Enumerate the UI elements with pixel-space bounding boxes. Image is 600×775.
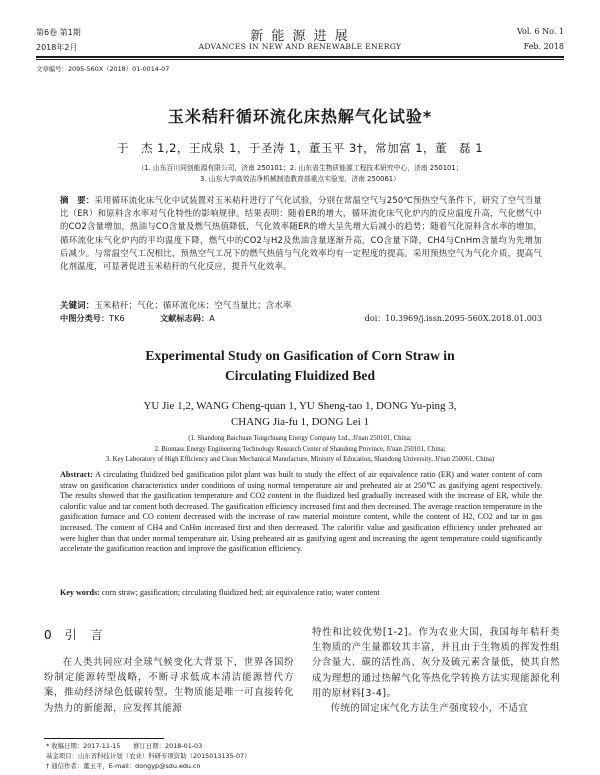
abstract-en-label: Abstract:: [60, 470, 93, 479]
keywords-cn-label: 关键词：: [60, 300, 95, 310]
affiliation-cn-line: （1. 山东百川同创能源有限公司，济南 250101；2. 山东省生物质能源工程技术研究中心，济南 250101；: [137, 164, 463, 172]
date-en: Feb. 2018: [523, 42, 564, 51]
abstract-cn: [60, 194, 542, 273]
body-right-paragraph: 传统的固定床气化方法生产强度较小，不适宜: [330, 703, 529, 715]
affiliation-en-line: (1. Shandong Baichuan Tongchuang Energy Company Ltd., Ji'nan 250101, China;: [188, 435, 412, 442]
volume-en: Vol. 6 No. 1: [517, 27, 564, 36]
journal-title-en: ADVANCES IN NEW AND RENEWABLE ENERGY: [198, 42, 402, 51]
abstract-en: [60, 470, 542, 555]
doc-code: A: [209, 313, 215, 323]
header-rule-thick: [36, 56, 564, 58]
footnotes: [46, 741, 250, 771]
doi: doi：10.3969/j.issn.2095-560X.2018.01.003: [364, 314, 542, 323]
footnote-received: * 收稿日期：2017-11-15 修订日期：2018-01-03: [46, 742, 203, 750]
affiliation-en-line: 3. Key Laboratory of High Efficiency and Clean Mechanical Manufacture, Ministry of Education, Shandong University, Ji'nan 250061, China): [105, 456, 495, 463]
affiliations-en: [0, 434, 600, 466]
abstract-cn-label: 摘 要：: [60, 195, 95, 205]
header-rule-thin: [36, 59, 564, 60]
classification-row: [60, 313, 215, 324]
affiliation-cn-line: 3. 山东大学高效洁净机械制造教育部重点实验室，济南 250061）: [200, 174, 400, 183]
body-right-paragraph: 特性和比较优势[1-2]。作为农业大国，我国每年秸秆类生物质的产生量都较其丰富，并且由于生物质的挥发性组分含量大、碳的活性高、灰分及硫元素含量低，使其自然成为理想的通过热解气化等热化学转换方法实现能源化利用的原材料[3-4]。: [312, 627, 560, 699]
clc-code: TK6: [109, 313, 125, 323]
title-en: [0, 346, 600, 386]
title-en-line: Experimental Study on Gasification of Corn Straw in: [145, 348, 455, 363]
affiliation-en-line: 2. Biomass Energy Engineering Technology Research Center of Shandong Province, Ji'nan 250101, China;: [154, 445, 446, 453]
doc-code-label: 文献标志码：: [159, 313, 210, 323]
section-title: 引 言: [64, 628, 104, 642]
issue-date-cn: 2018年2月: [36, 43, 78, 52]
authors-en-line: YU Jie 1,2, WANG Cheng-quan 1, YU Sheng-tao 1, DONG Yu-ping 3,: [143, 400, 457, 412]
footnote-funding: 基金项目：山东省科技计划（农业）科研专项资助（2015013135-07）: [46, 752, 251, 760]
abstract-en-text: A circulating fluidized bed gasification pilot plant was built to study the effect of air equivalence ratio (ER) and water content of corn straw on gasification characteristics under conditions of using normal temperature air and preheated air at 250℃ as gasifying agent respectively. The results showed that the gasification temperature and CO2 content in the fluidized bed gradually increased with the increase of ER, while the calorific value and tar content both decreased. The gasification efficiency increased first and then decreased. The average reaction temperature in the gasification furnace and CO content decreased with the increase of raw material moisture content, while the content of H2, CO2 and tar in gas increased. The content of CH4 and CnHm increased first and then decreased. The calorific value and gasification efficiency under preheated air were higher than that under normal temperature air. Using preheated air as gasifying agent and increasing the agent temperature could significantly accelerate the gasification reaction and improve the gasification efficiency.: [60, 470, 542, 554]
title-en-line: Circulating Fluidized Bed: [224, 368, 376, 383]
issue-number: 第6卷 第1期: [36, 28, 81, 37]
authors-en: [0, 398, 600, 430]
keywords-en: [60, 588, 542, 599]
authors-en-line: CHANG Jia-fu 1, DONG Lei 1: [230, 416, 370, 428]
section-number: 0: [44, 628, 53, 642]
article-number: 文章编号：2095-560X（2018）01-0014-07: [36, 65, 170, 73]
body-right-column: [312, 625, 560, 716]
body-left-paragraph: 在人类共同应对全球气候变化大背景下，世界各国纷纷制定能源转型战略，不断寻求低成本清洁能源替代方案，推动经济绿色低碳转型。生物质能是唯一可直接转化为热力的新能源，应发挥其能源: [44, 657, 294, 714]
keywords-en-label: Key words:: [60, 588, 100, 597]
section-heading: [44, 626, 104, 643]
keywords-en-text: corn straw; gasification; circulating fluidized bed; air equivalence ratio; water content: [101, 588, 380, 597]
title-cn: 玉米秸秆循环流化床热解气化试验*: [167, 107, 433, 126]
abstract-cn-text: 采用循环流化床气化中试装置对玉米秸秆进行了气化试验，分别在常温空气与250℃预热空气条件下，研究了空气当量比（ER）和原料含水率对气化特性的影响规律。结果表明：随着ER的增大，循环流化床气化炉内的反应温度升高，气化燃气中的CO2含量增加，热油与CO含量及燃气热值降低，气化效率随ER的增大呈先增大后减小的趋势；随着气化原料含水率的增加，循环流化床气化炉内的平均温度下降，燃气中的CO2与H2及焦油含量逐渐升高，CO含量下降，CH4与CnHm含量均为先增加后减少。与常温空气工况相比，预热空气工况下的燃气热值与气化效率均有一定程度的提高。采用预热空气为气化介质，提高气化剂温度，可显著促进玉米秸秆的气化反应，提升气化效率。: [60, 195, 542, 272]
keywords-cn: [60, 299, 542, 312]
clc-label: 中图分类号：: [60, 313, 110, 323]
footnote-corresponding: † 通信作者：董玉平，E-mail：dongyp@sdu.edu.cn: [46, 762, 201, 770]
authors-cn: 于 杰 1,2，王成泉 1，于圣涛 1，董玉平 3†，常加富 1，董 磊 1: [116, 141, 484, 155]
journal-title-cn: 新 能 源 进 展: [250, 29, 350, 44]
footnote-rule: [44, 738, 164, 739]
keywords-cn-text: 玉米秸秆；气化；循环流化床；空气当量比；含水率: [94, 300, 292, 310]
affiliations-cn: [0, 163, 600, 184]
